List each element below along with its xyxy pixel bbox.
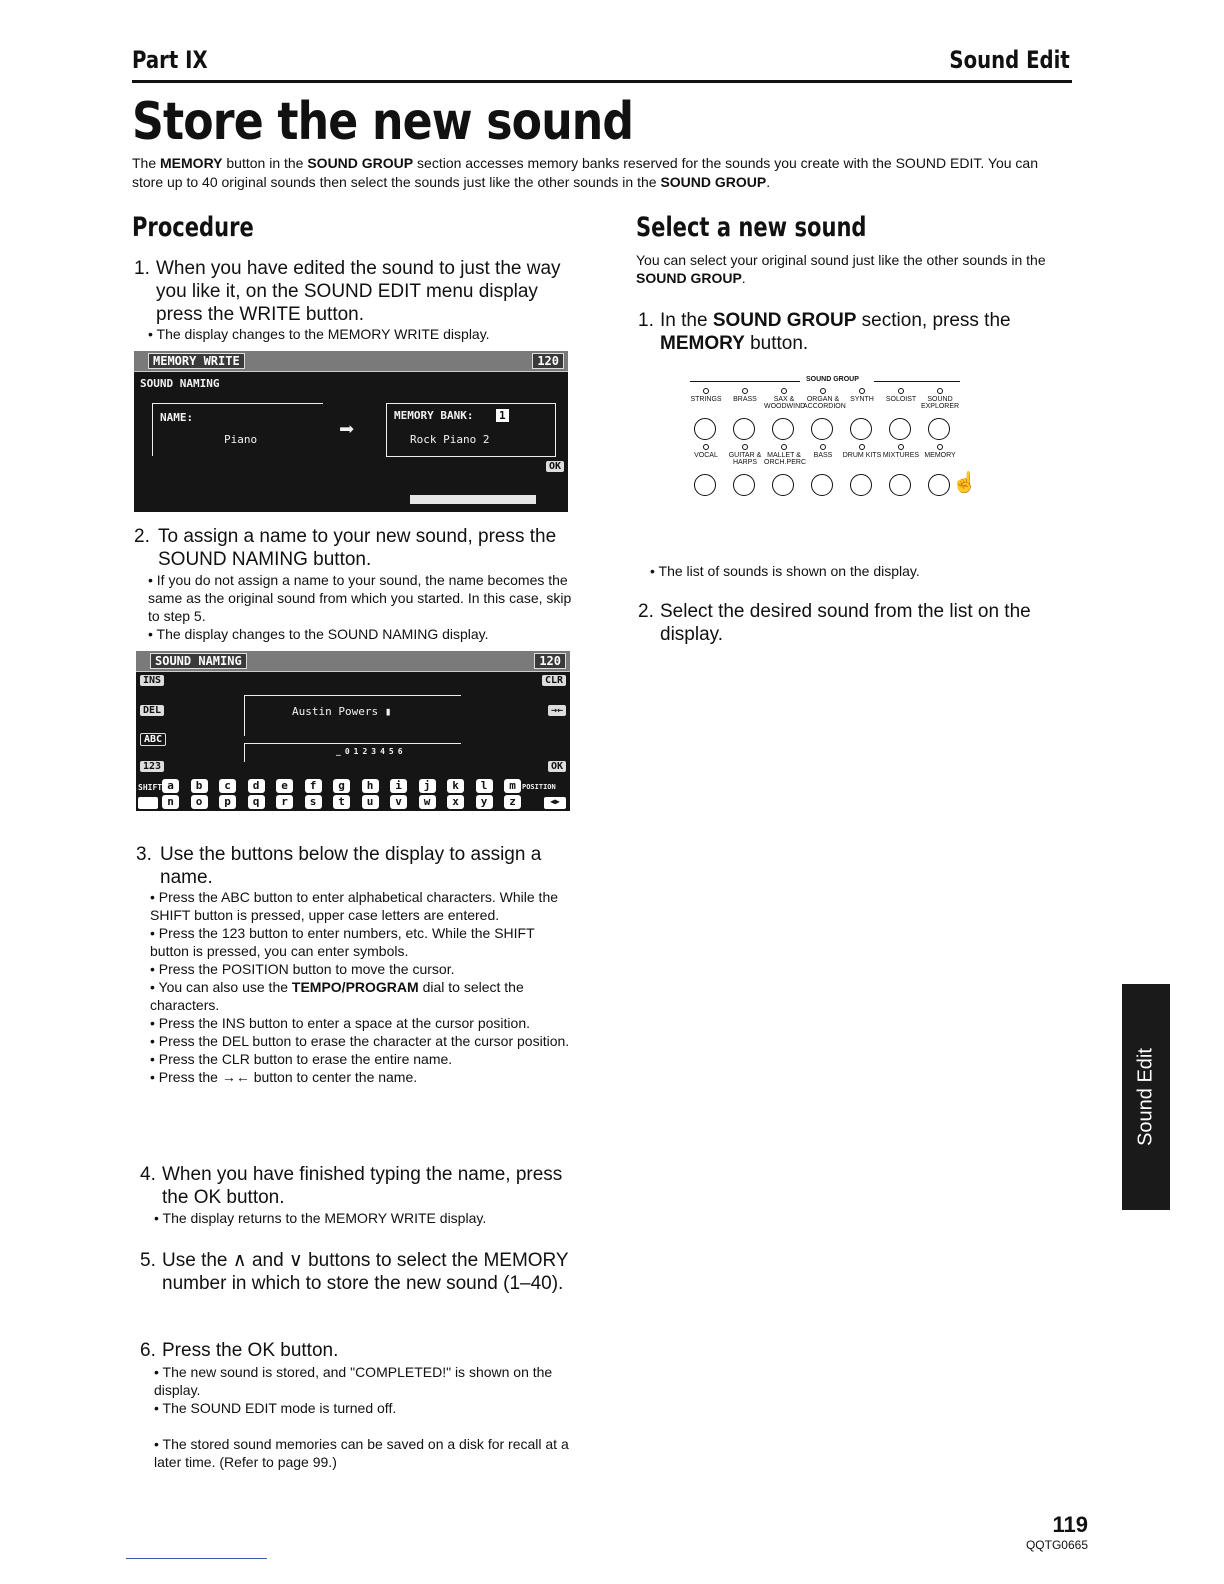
step-6-note-1: • The new sound is stored, and "COMPLETED!" is shown on the display. [154,1364,553,1398]
panel-button[interactable] [811,418,833,440]
step-6-notes [154,1363,576,1417]
naming-display-number: 120 [534,653,566,669]
panel-button-label: BASS [813,452,833,459]
select-step-1: 1. In the SOUND GROUP section, press the MEMORY button. [638,310,1011,354]
select-heading: Select a new sound [636,212,867,243]
panel-button-label: SAX & WOODWIND [764,396,806,410]
display-title-bar [134,351,568,372]
panel-button-label: GUITAR & HARPS [728,452,762,466]
panel-button[interactable] [772,474,794,496]
key-keys2-6[interactable]: t [333,795,350,809]
memory-bank-value: Rock Piano 2 [410,433,490,446]
key-keys2-10[interactable]: x [447,795,464,809]
step-2-note-1: • If you do not assign a name to your sound, the name becomes the same as the original sound from which you started. In this case, skip to step 5. [148,572,572,624]
led-indicator [937,388,943,394]
del-button[interactable]: DEL [140,705,164,716]
key-keys2-8[interactable]: v [390,795,407,809]
panel-button[interactable] [889,418,911,440]
step-3-note-ins: • Press the INS button to enter a space at the cursor position. [150,1015,530,1031]
led-indicator [742,388,748,394]
panel-button[interactable] [694,474,716,496]
display-title: MEMORY WRITE [148,353,245,369]
pointing-hand-icon: ☝ [952,472,977,494]
key-keys1-7[interactable]: h [362,779,379,793]
step-5: 5. Use the ∧ and ∨ buttons to select the MEMORY number in which to store the new sound (1–40). [140,1250,569,1294]
step-3-note-abc: • Press the ABC button to enter alphabetical characters. While the SHIFT button is pressed, upper case letters are entered. [150,889,559,923]
led-indicator [820,444,826,450]
side-tab [1122,984,1170,1210]
step-3: 3. Use the buttons below the display to assign a name. [136,844,542,888]
key-keys2-0[interactable]: n [162,795,179,809]
naming-title-bar [136,651,570,672]
naming-ok-button[interactable]: OK [548,761,566,772]
scroll-bar[interactable] [410,495,536,504]
ins-button[interactable]: INS [140,675,164,686]
led-indicator [742,444,748,450]
step-3-note-center: • Press the →← button to center the name. [150,1069,418,1085]
final-note: • The stored sound memories can be saved on a disk for recall at a later time. (Refer to page 99.) [154,1436,569,1470]
memory-bank-label: MEMORY BANK: [394,409,474,422]
key-keys1-6[interactable]: g [333,779,350,793]
panel-button-label: DRUM KITS [842,452,882,459]
section-label: Sound Edit [949,46,1070,74]
panel-button-label: SYNTH [850,396,874,403]
led-indicator [898,444,904,450]
key-keys1-5[interactable]: f [305,779,322,793]
procedure-heading: Procedure [132,212,254,243]
led-indicator [820,388,826,394]
panel-button[interactable] [694,418,716,440]
sound-naming-display [136,651,570,811]
step-1-note: • The display changes to the MEMORY WRITE display. [148,326,490,342]
key-keys1-2[interactable]: c [219,779,236,793]
panel-title: SOUND GROUP [806,376,859,383]
key-keys1-10[interactable]: k [447,779,464,793]
panel-button[interactable] [889,474,911,496]
panel-button[interactable] [772,418,794,440]
led-indicator [781,388,787,394]
panel-button-label: MALLET & ORCH.PERC [764,452,807,466]
led-indicator [703,444,709,450]
step-3-notes [150,888,574,1086]
panel-button[interactable] [811,474,833,496]
cursor-arrows-icon[interactable]: ◀▶ [544,797,566,809]
panel-button-label: ORGAN & ACCORDION [803,396,846,410]
panel-button[interactable] [733,474,755,496]
ok-button[interactable]: OK [546,461,564,472]
select-step-2: 2. Select the desired sound from the list on the display. [638,601,1031,645]
led-indicator [781,444,787,450]
step-2-note-2: • The display changes to the SOUND NAMING display. [148,626,489,642]
panel-rule-right [874,381,960,382]
display-number: 120 [532,353,564,369]
key-keys1-3[interactable]: d [248,779,265,793]
select-note: • The list of sounds is shown on the display. [650,563,920,579]
led-indicator [859,388,865,394]
key-keys1-11[interactable]: l [476,779,493,793]
key-keys2-12[interactable]: z [504,795,521,809]
position-scale: _0123456 [336,747,407,756]
page-title: Store the new sound [132,92,634,152]
space-key[interactable] [138,797,158,809]
panel-button[interactable] [928,418,950,440]
step-3-note-position: • Press the POSITION button to move the cursor. [150,961,455,977]
arrow-right-icon: ➡ [339,415,355,445]
led-indicator [937,444,943,450]
key-keys2-1[interactable]: o [191,795,208,809]
key-keys1-9[interactable]: j [419,779,436,793]
page-code: QQTG0665 [1025,1538,1088,1552]
key-keys2-11[interactable]: y [476,795,493,809]
name-input[interactable]: Austin Powers ▮ [292,705,392,718]
led-indicator [703,388,709,394]
step-4: 4. When you have finished typing the name, press the OK button. [140,1164,563,1208]
panel-rule-left [690,381,800,382]
name-value: Piano [224,433,258,446]
panel-button-label: SOLOIST [885,396,917,403]
step-4-note: • The display returns to the MEMORY WRITE display. [154,1210,487,1226]
panel-button[interactable] [850,418,872,440]
panel-button-label: STRINGS [690,396,722,403]
panel-button-label: SOUND EXPLORER [920,396,960,410]
key-keys2-5[interactable]: s [305,795,322,809]
panel-button[interactable] [733,418,755,440]
step-6-note-2: • The SOUND EDIT mode is turned off. [154,1400,397,1416]
key-keys2-7[interactable]: u [362,795,379,809]
intro-paragraph: The MEMORY button in the SOUND GROUP section accesses memory banks reserved for the sounds you create with the SOUND EDIT. You can store up to 40 original sounds then select the sounds just like the other sounds in the SOUND GROUP. [132,155,1038,190]
panel-button-label: MEMORY [924,452,956,459]
part-label: Part IX [132,46,208,74]
footer-line [126,1558,267,1559]
key-keys1-8[interactable]: i [390,779,407,793]
abc-button[interactable]: ABC [140,733,166,746]
memory-bank-number[interactable]: 1 [496,409,509,422]
step-6: 6. Press the OK button. [140,1340,339,1361]
key-keys2-4[interactable]: r [276,795,293,809]
key-keys1-0[interactable]: a [162,779,179,793]
key-keys1-4[interactable]: e [276,779,293,793]
step-3-note-dial: • You can also use the TEMPO/PROGRAM dial to select the characters. [150,979,524,1013]
step-1: 1. When you have edited the sound to just the way you like it, on the SOUND EDIT menu display press the WRITE button. [134,258,561,325]
panel-button[interactable] [928,474,950,496]
select-intro: You can select your original sound just like the other sounds in the SOUND GROUP. [636,252,1046,286]
key-keys2-9[interactable]: w [419,795,436,809]
led-indicator [859,444,865,450]
page-number: 119 [1052,1512,1088,1537]
step-3-note-123: • Press the 123 button to enter numbers, etc. While the SHIFT button is pressed, you can enter symbols. [150,925,535,959]
memory-write-display [134,351,568,512]
step-2: 2. To assign a name to your new sound, press the SOUND NAMING button. [134,526,557,570]
header-rule [132,80,1072,83]
side-tab-label: Sound Edit [1134,1048,1157,1146]
sound-group-panel [686,372,986,542]
name-label: NAME: [160,411,194,424]
panel-button-label: VOCAL [694,452,718,459]
panel-button-label: BRASS [733,396,757,403]
center-button[interactable]: →← [548,705,566,716]
key-keys1-12[interactable]: m [504,779,521,793]
shift-button[interactable]: SHIFT [138,783,163,792]
key-keys2-3[interactable]: q [248,795,265,809]
led-indicator [898,388,904,394]
panel-button[interactable] [850,474,872,496]
naming-display-title: SOUND NAMING [150,653,247,669]
key-keys2-2[interactable]: p [219,795,236,809]
step-3-note-del: • Press the DEL button to erase the character at the cursor position. [150,1033,570,1049]
sound-naming-tab[interactable]: SOUND NAMING [140,377,220,390]
key-keys1-1[interactable]: b [191,779,208,793]
position-button[interactable]: POSITION [522,783,556,791]
123-button[interactable]: 123 [140,761,164,772]
clr-button[interactable]: CLR [542,675,566,686]
step-3-note-clr: • Press the CLR button to erase the entire name. [150,1051,453,1067]
panel-button-label: MIXTURES [882,452,920,459]
